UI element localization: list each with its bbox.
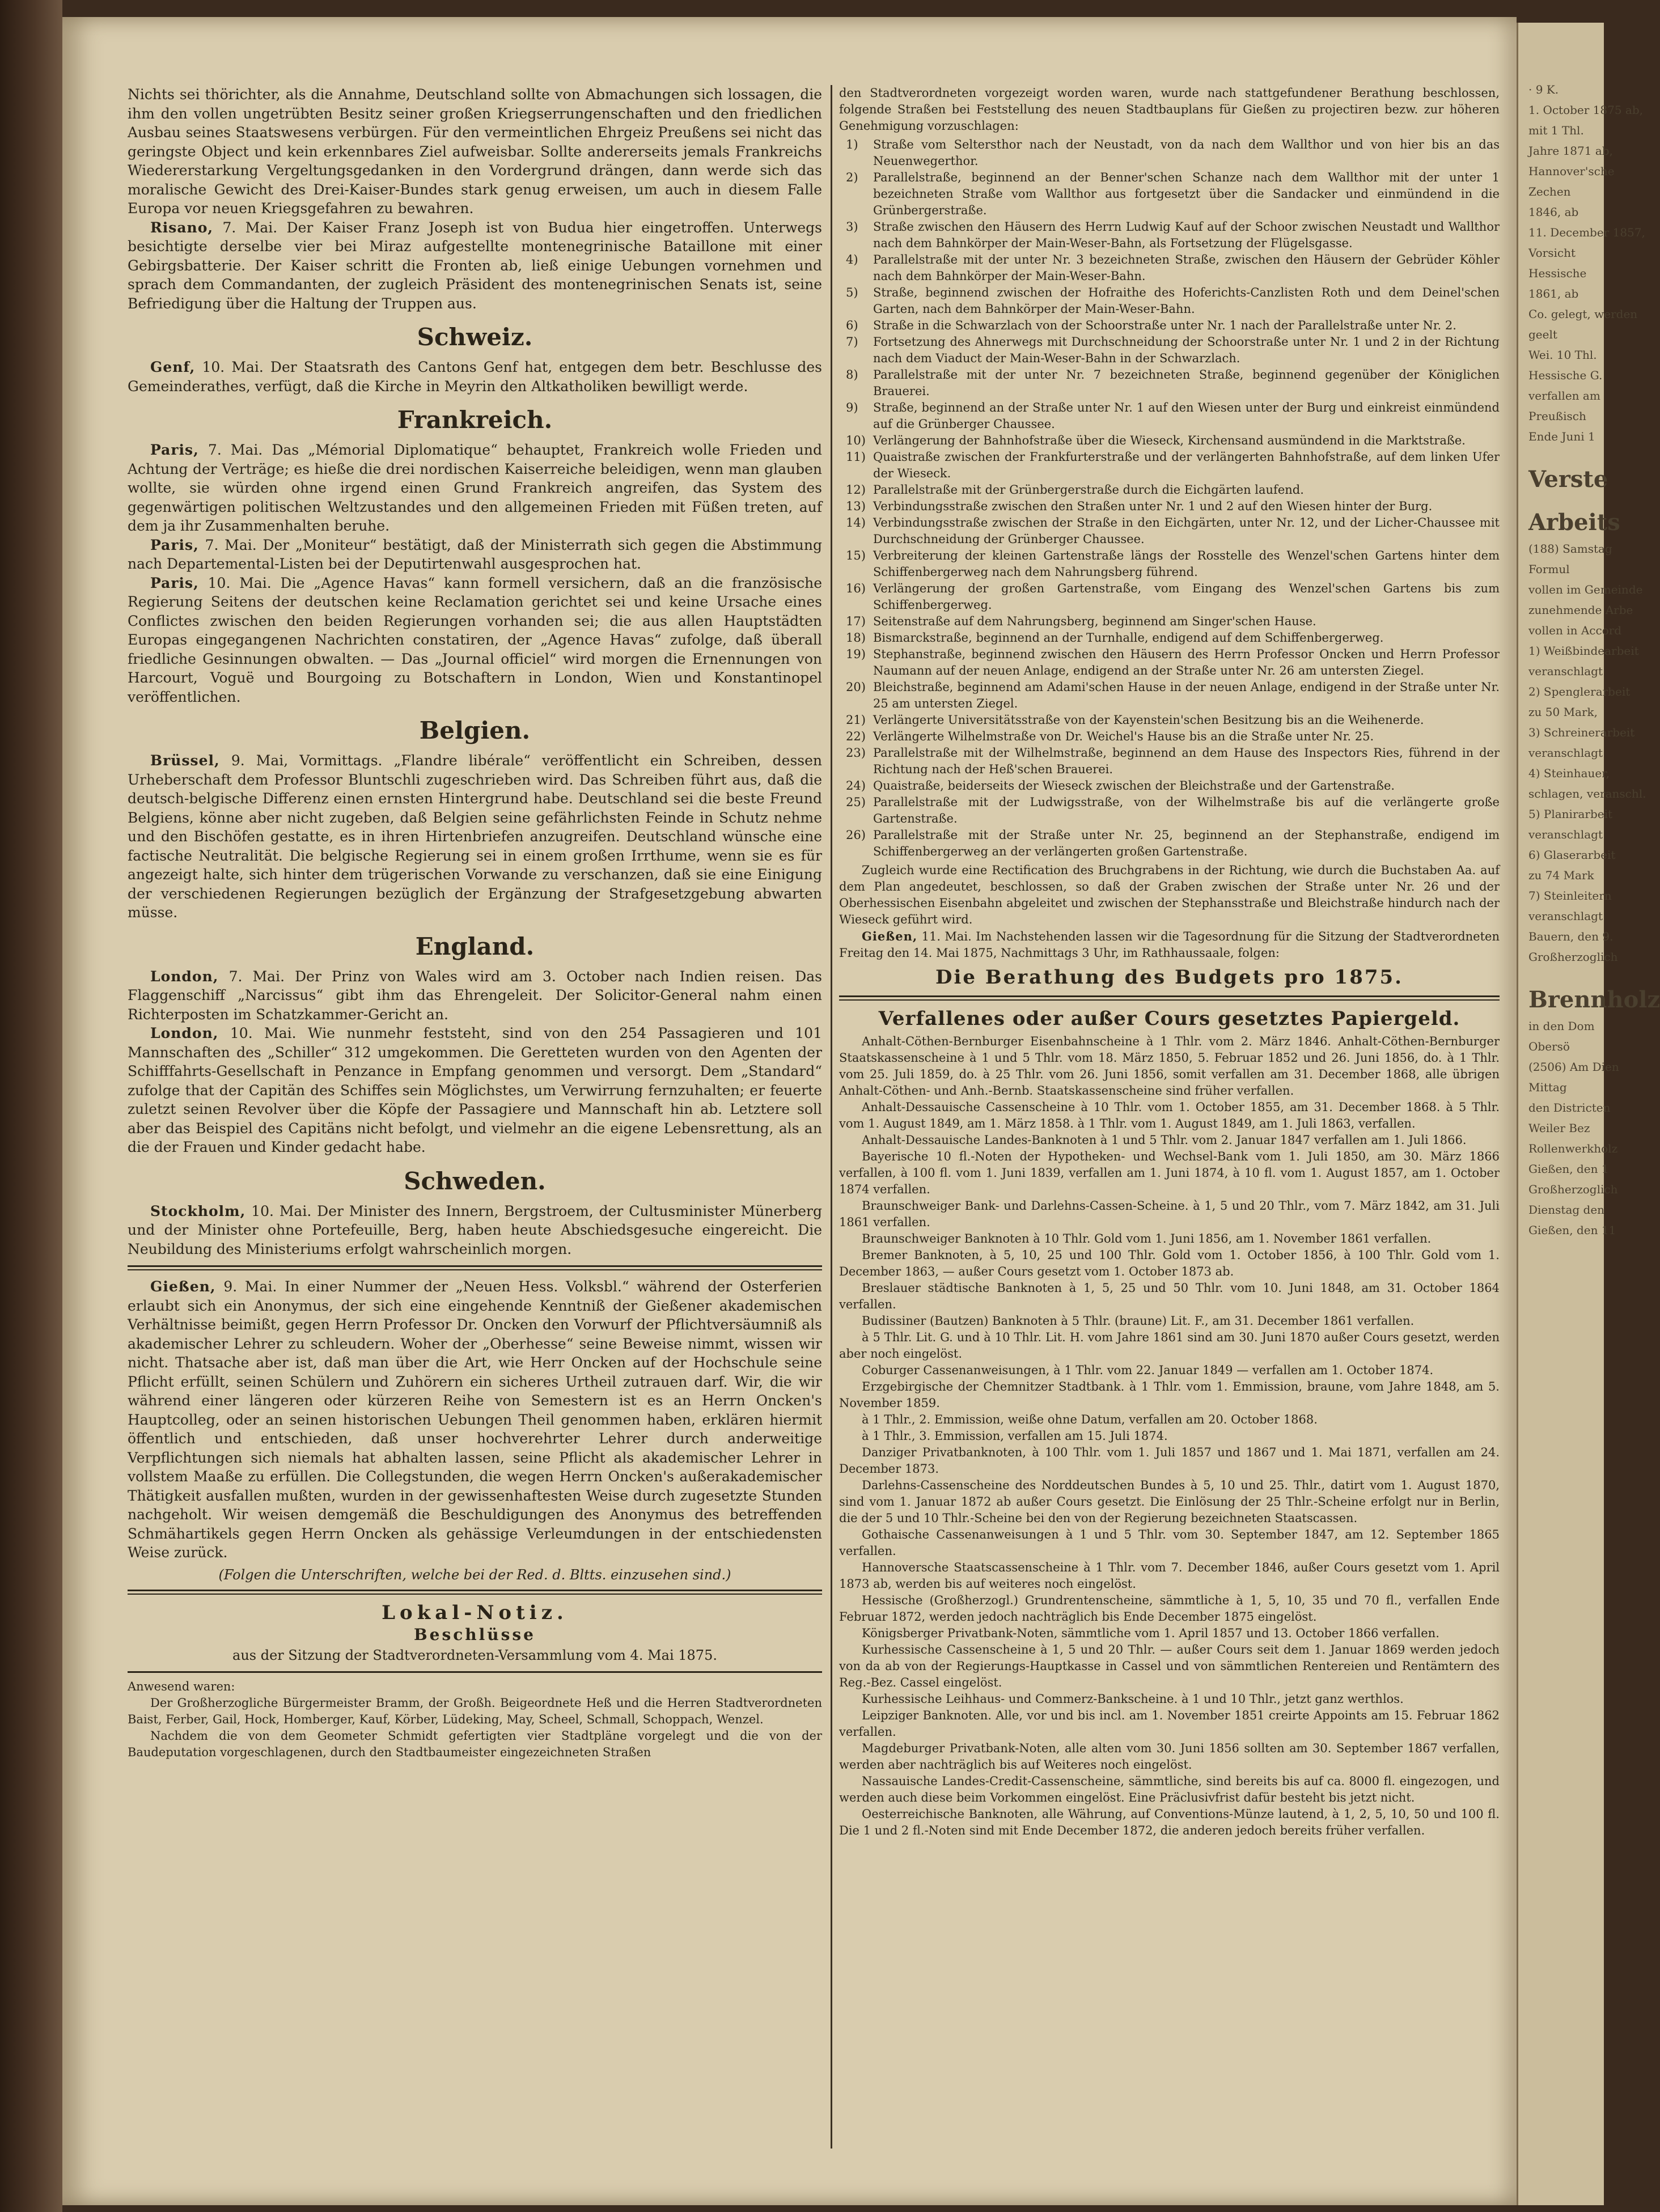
street-item — [839, 745, 1500, 778]
article-text: 10. Mai. Wie nunmehr feststeht, sind von den 254 Passagieren und 101 Mannschaften des „Schiller“ 312 umgekommen. Die Geretteten wurden von den Agenten der Schifffahrts-Gesellschaft in Penzance in Empfang genommen und versorgt. Dem „Standard“ zufolge that der Capitän des Schiffes sein Möglichstes, um Verwirrung fernzuhalten; er feuerte zuletzt seinen Revolver über die Köpfe der Passagiere und Mannschaft hin ab. Letztere soll aber das Beispiel des Capitäns nicht befolgt, und vielmehr an die eigene Lebensrettung, als an die der Frauen und Kinder gedacht habe. — [128, 1025, 822, 1155]
item-number: 19) — [846, 647, 866, 661]
item-number: 18) — [846, 631, 866, 645]
attendance-label: Anwesend waren: — [128, 1679, 235, 1693]
papergeld-title: Verfallenes oder außer Cours gesetztes Papiergeld. — [878, 1007, 1460, 1030]
item-number: 4) — [846, 253, 858, 266]
edge-fragment: 6) Glaserarbeit — [1528, 848, 1616, 862]
book-binding — [0, 0, 62, 2212]
dateline: Paris, — [150, 442, 199, 458]
section-heading: Belgien. — [419, 717, 531, 744]
street-item — [839, 433, 1500, 449]
papergeld-item: Erzgebirgische der Chemnitzer Stadtbank. à 1 Thlr. vom 1. Emmission, braune, vom Jahre 1848, am 5. November 1859. — [839, 1380, 1500, 1410]
street-item — [839, 252, 1500, 285]
article-text: 7. Mai. Das „Mémorial Diplomatique“ behauptet, Frankreich wolle Frieden und Achtung der Verträge; es hieße die drei nordischen Kaiserreiche beleidigen, wenn man glauben wollte, sie würden ohne irgend einen Grund Frankreich angreifen, das System des gegenwärtigen politischen Weltzustandes und den allgemeinen Frieden mit Füßen treten, auf dem ja ihr Zusammenhalten beruhe. — [128, 442, 823, 534]
section-heading: England. — [415, 932, 535, 960]
papergeld-item: Anhalt-Dessauische Landes-Banknoten à 1 und 5 Thlr. vom 2. Januar 1847 verfallen am 1. Juli 1866. — [862, 1133, 1467, 1147]
section-heading: Schweiz. — [417, 323, 533, 351]
article-paris — [128, 440, 822, 536]
dateline: Genf, — [150, 359, 196, 375]
item-number: 22) — [846, 730, 866, 743]
item-number: 21) — [846, 713, 866, 727]
right-column — [839, 85, 1500, 1839]
edge-heading: Verste — [1528, 466, 1608, 493]
street-item — [839, 646, 1500, 679]
item-number: 13) — [846, 499, 866, 513]
papergeld-item: Kurhessische Leihhaus- und Commerz-Bankscheine. à 1 und 10 Thlr., jetzt ganz werthlos. — [862, 1692, 1404, 1706]
resolution-intro: den Stadtverordneten vorgezeigt worden waren, wurde nach stattgefundener Berathung beschlossen, folgende Straßen bei Feststellung des neuen Stadtbauplans für Gießen zu projectiren bezw. zur höheren Genehmigung vorzuschlagen: — [839, 86, 1500, 133]
left-column — [128, 85, 822, 1761]
dateline: London, — [150, 1025, 219, 1041]
column-divider — [831, 85, 832, 2149]
item-text: Seitenstraße auf dem Nahrungsberg, beginnend am Singer'schen Hause. — [873, 615, 1316, 628]
section-rule — [128, 1265, 822, 1270]
papergeld-item: Danziger Privatbanknoten, à 100 Thlr. vom 1. Juli 1857 und 1867 und 1. Mai 1871, verfallen am 24. December 1873. — [839, 1446, 1500, 1476]
dateline: Brüssel, — [150, 752, 220, 769]
papergeld-item: à 1 Thlr., 3. Emmission, verfallen am 15. Juli 1874. — [862, 1429, 1168, 1443]
article-giessen — [128, 1277, 822, 1562]
edge-fragment: 1861, ab — [1528, 287, 1579, 300]
article-text: 10. Mai. Die „Agence Havas“ kann formell versichern, daß an die französische Regierung Seitens der deutschen keine Reclamation gerichtet sei und keine Ursache eines Conflictes zwischen den beiden Regierungen vorhanden sei; die aus allen Hauptstädten Europas eingegangenen Nachrichten constatiren, der „Agence Havas“ zufolge, daß überall friedliche Gesinnungen obwalten. — Das „Journal officiel“ wird morgen die Ernennungen von Harcourt, Voguë und Bourgoing zu Botschaftern in London, Wien und Konstantinopel veröffentlichen. — [128, 574, 823, 705]
resolution-text: Zugleich wurde eine Rectification des Bruchgrabens in der Richtung, wie durch die Buchstaben Aa. auf dem Plan angedeutet, beschlossen, so daß der Graben zwischen der Straße unter Nr. 26 und der Oberhessischen Eisenbahn abgeleitet und zwischen der Stephansstraße und Bleichstraße hindurch nach der Wieseck geführt wird. — [839, 863, 1500, 926]
article-genf — [128, 358, 822, 396]
edge-fragment: mit 1 Thl. — [1528, 124, 1584, 137]
edge-fragment: (2506) Am Dien — [1528, 1060, 1619, 1074]
edge-fragment: Rollenwerkholz — [1528, 1142, 1618, 1155]
lokal-notiz-subtitle: Beschlüsse — [414, 1625, 536, 1644]
item-number: 7) — [846, 335, 858, 349]
dateline: Paris, — [150, 574, 199, 591]
street-list — [839, 137, 1500, 860]
dateline: Paris, — [150, 536, 199, 553]
item-text: Verlängerte Universitätsstraße von der Kayenstein'schen Besitzung bis an die Weihenerde. — [873, 713, 1424, 727]
item-text: Verbindungsstraße zwischen der Straße in den Eichgärten, unter Nr. 12, und der Licher-Chaussee mit Durchschneidung der Grünberger Chaussee. — [873, 516, 1500, 546]
edge-fragment: Großherzoglich — [1528, 950, 1618, 964]
edge-fragment: Obersö — [1528, 1040, 1570, 1053]
papergeld-item: Braunschweiger Bank- und Darlehns-Cassen-Scheine. à 1, 5 und 20 Thlr., vom 7. März 1842, am 31. Juli 1861 verfallen. — [839, 1199, 1500, 1229]
edge-fragment: Mittag — [1528, 1080, 1567, 1094]
edge-fragment: Hessische — [1528, 266, 1587, 280]
item-number: 15) — [846, 549, 866, 562]
edge-fragment: zu 74 Mark — [1528, 868, 1594, 882]
edge-fragment: zu 50 Mark, — [1528, 705, 1598, 719]
lokal-notiz-line: aus der Sitzung der Stadtverordneten-Versammlung vom 4. Mai 1875. — [232, 1647, 717, 1663]
street-item — [839, 219, 1500, 252]
item-number: 11) — [846, 450, 866, 464]
article-london — [128, 967, 822, 1024]
edge-heading: Arbeits — [1528, 509, 1620, 536]
section-rule — [128, 1590, 822, 1595]
article-text: 7. Mai. Der „Moniteur“ bestätigt, daß der Ministerrath sich gegen die Abstimmung nach Departemental-Listen bei der Deputirtenwahl ausgesprochen hat. — [128, 536, 822, 572]
item-number: 17) — [846, 615, 866, 628]
article-paris — [128, 574, 822, 707]
papergeld-item: Leipziger Banknoten. Alle, vor und bis incl. am 1. November 1851 creirte Appoints am 15. Februar 1862 verfallen. — [839, 1709, 1500, 1739]
item-text: Straße zwischen den Häusern des Herrn Ludwig Kauf auf der Schoor zwischen Neustadt und Wallthor nach dem Bahnkörper der Main-Weser-Bahn, als Fortsetzung der Flügelsgasse. — [873, 220, 1500, 250]
item-number: 10) — [846, 434, 866, 447]
edge-fragment: Hannover'sche — [1528, 164, 1615, 178]
item-number: 2) — [846, 171, 858, 184]
edge-fragment: 11. December 1857, — [1528, 226, 1645, 239]
item-number: 23) — [846, 746, 866, 760]
resolution-text: Nachdem die von dem Geometer Schmidt gefertigten vier Stadtpläne vorgelegt und die von der Baudeputation vorgeschlagenen, durch den Stadtbaumeister eingezeichneten Straßen — [128, 1728, 822, 1759]
papergeld-item: Kurhessische Cassenscheine à 1, 5 und 20 Thlr. — außer Cours seit dem 1. Januar 1869 werden jedoch von da ab von der Regierungs-Hauptkasse in Cassel und von sämmtlichen Rentereien und Rentämtern des Reg.-Bez. Cassel eingelöst. — [839, 1643, 1500, 1689]
street-item — [839, 334, 1500, 367]
edge-fragment: veranschlagt — [1528, 746, 1603, 760]
papergeld-item: Budissiner (Bautzen) Banknoten à 5 Thlr. (braune) Lit. F., am 31. December 1861 verfallen. — [862, 1314, 1415, 1328]
edge-fragment: den Districten — [1528, 1101, 1611, 1115]
edge-fragment: veranschlagt — [1528, 664, 1603, 678]
item-text: Stephanstraße, beginnend zwischen den Häusern des Herrn Professor Oncken und Herrn Professor Naumann auf der neuen Anlage, endigend an der Straße unter Nr. 26 am untersten Ziegel. — [873, 647, 1500, 677]
papergeld-item: à 1 Thlr., 2. Emmission, weiße ohne Datum, verfallen am 20. October 1868. — [862, 1413, 1318, 1426]
article-paragraph: Nichts sei thörichter, als die Annahme, Deutschland sollte von Abmachungen sich lossagen, die ihm den vollen ungetrübten Besitz seiner großen Kriegserrungenschaften und den friedlichen Ausbau seines Staatswesens verbürgen. Für den vermeintlichen Ehrgeiz Preußens sei nicht das geringste Object und kein erkennbares Ziel aufweisbar. Sollte andererseits jemals Frankreichs Wiedererstarkung Vergeltungsgedanken in den Vordergrund drängen, dann werde sich das moralische Gewicht des Drei-Kaiser-Bundes stark genug erweisen, um auch in diesem Falle Europa vor neuen Kriegsgefahren zu bewahren. — [128, 86, 822, 217]
edge-fragment: Weiler Bez — [1528, 1121, 1590, 1135]
edge-fragment: Co. gelegt, werden — [1528, 307, 1638, 321]
item-text: Verlängerte Wilhelmstraße von Dr. Weichel's Hause bis an die Straße unter Nr. 25. — [873, 730, 1374, 743]
edge-fragment: 2) Spenglerarbeit — [1528, 685, 1631, 698]
edge-lines — [1528, 539, 1646, 967]
lokal-notiz-title: Lokal-Notiz. — [382, 1601, 568, 1624]
edge-fragment: veranschlagt — [1528, 828, 1603, 841]
item-number: 8) — [846, 368, 858, 382]
street-item — [839, 169, 1500, 219]
article-giessen-agenda — [839, 928, 1500, 961]
papergeld-item: Bayerische 10 fl.-Noten der Hypotheken- und Wechsel-Bank vom 1. Juli 1850, am 30. März 1866 verfallen, à 100 fl. vom 1. Juni 1839, verfallen am 1. Juni 1874, à 10 fl. vom 1. August 1857, am 1. October 1874 verfallen. — [839, 1150, 1500, 1196]
papergeld-item: Hannoversche Staatscassenscheine à 1 Thlr. vom 7. December 1846, außer Cours gesetzt vom 1. April 1873 ab, werden bis auf weiteres noch eingelöst. — [839, 1561, 1500, 1591]
street-item — [839, 580, 1500, 613]
edge-fragment: Ende Juni 1 — [1528, 430, 1595, 443]
papergeld-item: à 5 Thlr. Lit. G. und à 10 Thlr. Lit. H. vom Jahre 1861 sind am 30. Juni 1870 außer Cours gesetzt, werden aber noch eingelöst. — [839, 1330, 1500, 1361]
article-text: 7. Mai. Der Prinz von Wales wird am 3. October nach Indien reisen. Das Flaggenschiff „Narcissus“ gibt ihm das Ehrengeleit. Der Solicitor-General nahm einen Richterposten im Schatzkammer-Gericht an. — [128, 968, 822, 1023]
item-number: 14) — [846, 516, 866, 529]
edge-lines — [1528, 79, 1645, 447]
street-item — [839, 498, 1500, 515]
item-number: 12) — [846, 483, 866, 497]
street-item — [839, 482, 1500, 498]
item-number: 20) — [846, 680, 866, 694]
item-text: Parallelstraße mit der Grünbergerstraße durch die Eichgärten laufend. — [873, 483, 1304, 497]
edge-fragment: (188) Samstag — [1528, 542, 1612, 556]
item-text: Quaistraße zwischen der Frankfurterstraße und der verlängerten Bahnhofstraße, auf dem linken Ufer der Wieseck. — [873, 450, 1500, 480]
item-text: Parallelstraße mit der Ludwigsstraße, von der Wilhelmstraße bis auf die verlängerte große Gartenstraße. — [873, 795, 1500, 825]
item-text: Verbindungsstraße zwischen den Straßen unter Nr. 1 und 2 auf den Wiesen hinter der Burg. — [873, 499, 1433, 513]
edge-fragment: zunehmende Arbe — [1528, 603, 1633, 617]
street-item — [839, 548, 1500, 580]
edge-fragment: Hessische G. — [1528, 368, 1603, 382]
edge-fragment: vollen im Gemeinde — [1528, 583, 1643, 596]
papergeld-item: Coburger Cassenanweisungen, à 1 Thlr. vom 22. Januar 1849 — verfallen am 1. October 1874. — [862, 1363, 1434, 1377]
item-number: 9) — [846, 401, 858, 414]
item-text: Straße vom Seltersthor nach der Neustadt, von da nach dem Wallthor und von hier bis an das Neuenwegerthor. — [873, 138, 1500, 168]
papergeld-item: Königsberger Privatbank-Noten, sämmtliche vom 1. April 1857 und 13. October 1866 verfallen. — [862, 1626, 1439, 1640]
item-text: Bleichstraße, beginnend am Adami'schen Hause in der neuen Anlage, endigend in der Straße unter Nr. 25 am untersten Ziegel. — [873, 680, 1500, 710]
papergeld-list — [839, 1033, 1500, 1839]
section-heading: Frankreich. — [397, 406, 553, 434]
dateline: Stockholm, — [150, 1202, 246, 1219]
item-text: Bismarckstraße, beginnend an der Turnhalle, endigend auf dem Schiffenbergerweg. — [873, 631, 1384, 645]
papergeld-item: Braunschweiger Banknoten à 10 Thlr. Gold vom 1. Juni 1856, am 1. November 1861 verfallen. — [862, 1232, 1432, 1245]
item-number: 6) — [846, 319, 858, 332]
edge-fragment: Vorsicht — [1528, 246, 1576, 260]
street-item — [839, 778, 1500, 794]
papergeld-item: Bremer Banknoten, à 5, 10, 25 und 100 Thlr. Gold vom 1. October 1856, à 100 Thlr. Gold vom 1. December 1863, — außer Cours gesetzt vom 1. October 1873 ab. — [839, 1248, 1500, 1278]
item-text: Straße in die Schwarzlach von der Schoorstraße unter Nr. 1 nach der Parallelstraße unter Nr. 2. — [873, 319, 1456, 332]
edge-fragment: verfallen am — [1528, 389, 1600, 402]
edge-heading: Brennholz — [1528, 986, 1660, 1013]
signature-note: (Folgen die Unterschriften, welche bei der Red. d. Bltts. einzusehen sind.) — [218, 1566, 731, 1583]
dateline: Gießen, — [150, 1278, 216, 1295]
street-item — [839, 367, 1500, 400]
edge-fragment: 7) Steinleitern — [1528, 889, 1612, 902]
dateline: London, — [150, 968, 219, 985]
edge-fragment: Dienstag den — [1528, 1203, 1605, 1217]
street-item — [839, 137, 1500, 169]
attendance-text: Der Großherzogliche Bürgermeister Bramm, der Großh. Beigeordnete Heß und die Herren Stadtverordneten Baist, Ferber, Gail, Hock, Homberger, Kauf, Körber, Lüdeking, May, Scheel, Schmall, Schoppach, Wenzel. — [128, 1696, 822, 1726]
papergeld-item: Hessische (Großherzogl.) Grundrentenscheine, sämmtliche à 1, 5, 10, 35 und 70 fl., verfallen Ende Februar 1872, werden jedoch nachträglich bis Ende December 1875 eingelöst. — [839, 1594, 1500, 1624]
edge-fragment: vollen in Accord — [1528, 624, 1622, 637]
street-item — [839, 400, 1500, 433]
divider — [128, 1671, 822, 1673]
street-item — [839, 728, 1500, 745]
item-number: 1) — [846, 138, 858, 151]
papergeld-item: Darlehns-Cassenscheine des Norddeutschen Bundes à 5, 10 und 25. Thlr., datirt vom 1. August 1870, sind vom 1. Januar 1872 ab außer Cours gesetzt. Die Einlösung der 25 Thlr.-Scheine erfolgt nur in Berlin, die der 5 und 10 Thlr.-Scheine bei den von der Regierung bezeichneten Staatscassen. — [839, 1478, 1500, 1525]
edge-fragment: Großherzoglich — [1528, 1183, 1618, 1196]
item-text: Verbreiterung der kleinen Gartenstraße längs der Rosstelle des Wenzel'schen Gartens hinter dem Schiffenbergerweg nach dem Nahrungsberg führend. — [873, 549, 1500, 579]
article-risano — [128, 218, 822, 313]
papergeld-item: Gothaische Cassenanweisungen à 1 und 5 Thlr. vom 30. September 1847, am 12. September 1865 verfallen. — [839, 1528, 1500, 1558]
edge-fragments — [1518, 23, 1660, 1240]
edge-fragment: Bauern, den 9. — [1528, 930, 1614, 943]
item-text: Straße, beginnend an der Straße unter Nr. 1 auf den Wiesen unter der Burg und einkreist einmündend auf die Grünberger Chaussee. — [873, 401, 1500, 431]
edge-fragment: in den Dom — [1528, 1019, 1595, 1033]
item-text: Quaistraße, beiderseits der Wieseck zwischen der Bleichstraße und der Gartenstraße. — [873, 779, 1395, 793]
street-item — [839, 317, 1500, 334]
papergeld-item: Anhalt-Cöthen-Bernburger Eisenbahnscheine à 1 Thlr. vom 2. März 1846. Anhalt-Cöthen-Bernburger Staatskassenscheine à 1 und 5 Thlr. vom 18. März 1850, 5. Februar 1852 und 26. Juni 1856, do. à 1 Thlr. vom 25. Juli 1859, do. à 25 Thlr. vom 26. Juni 1856, somit verfallen am 31. December 1868, alle übrigen Anhalt-Cöthen- und Anh.-Bernb. Staatskassenscheine sind früher verfallen. — [839, 1035, 1500, 1097]
edge-fragment: Gießen, den 11 — [1528, 1223, 1616, 1237]
item-text: Parallelstraße mit der Straße unter Nr. 25, beginnend an der Stephanstraße, endigend im Schiffenbergerweg an der verlängerten großen Gartenstraße. — [873, 828, 1500, 858]
item-text: Parallelstraße, beginnend an der Benner'schen Schanze nach dem Wallthor mit der unter 1 bezeichneten Straße vom Wallthor aus fortgesetzt über die Sandacker und einmündend in die Grünbergerstraße. — [873, 171, 1500, 217]
item-number: 26) — [846, 828, 866, 842]
article-text: 9. Mai. In einer Nummer der „Neuen Hess. Volksbl.“ während der Osterferien erlaubt sich ein Anonymus, der sich eine eingehende Kenntniß der Gießener akademischen Verhältnisse beimißt, gegen Herrn Professor Dr. Oncken den Vorwurf der Pflichtversäumniß als akademischer Lehrer zu schleudern. Woher der „Oberhesse“ seine Beweise nimmt, wissen wir nicht. Thatsache aber ist, daß man über die Art, wie Herr Oncken auf der Hochschule seine Pflicht erfüllt, seinen Schülern und Zuhörern ein sicheres Urtheil zutrauen darf. Wir, die wir während einer längeren oder kürzeren Reihe von Semestern ist es an Herrn Oncken's Hauptcolleg, oder an seinen historischen Uebungen Theil genommen haben, erklären hiermit öffentlich und entschieden, daß unser hochverehrter Lehrer durch anderweitige Verpflichtungen sich niemals hat abhalten lassen, seine Pflicht als akademischer Lehrer in vollstem Maaße zu erfüllen. Die Collegstunden, die wegen Herrn Oncken's außerakademischer Thätigkeit ausfallen mußten, wurden in der gewissenhaftesten Weise durch zugesetzte Stunden nachgeholt. Wir weisen demgemäß die Beschuldigungen des Anonymus des betreffenden Schmähartikels gegen Herrn Oncken als gehässige Verleumdungen in der entschiedensten Weise zurück. — [128, 1278, 822, 1561]
edge-fragment: veranschlagt — [1528, 909, 1603, 923]
item-text: Fortsetzung des Ahnerwegs mit Durchschneidung der Schoorstraße unter Nr. 1 und 2 in der Richtung nach dem Viaduct der Main-Weser-Bahn in der Schwarzlach. — [873, 335, 1500, 365]
papergeld-item: Magdeburger Privatbank-Noten, alle alten vom 30. Juni 1856 sollten am 30. September 1867 verfallen, werden aber nachträglich bis auf Weiteres noch eingelöst. — [839, 1741, 1500, 1772]
street-item — [839, 679, 1500, 712]
article-bruessel — [128, 751, 822, 922]
article-text: 7. Mai. Der Kaiser Franz Joseph ist von Budua hier eingetroffen. Unterwegs besichtigte derselbe vier bei Miraz aufgestellte montenegrinische Bataillone mit einer Gebirgsbatterie. Der Kaiser schritt die Fronten ab, ließ einige Uebungen vornehmen und sprach dem Commandanten, der zugleich Präsident des montenegrinischen Senats ist, seine Befriedigung über die Haltung der Truppen aus. — [128, 219, 823, 312]
edge-fragment: 3) Schreinerarbeit — [1528, 726, 1635, 739]
item-number: 16) — [846, 582, 866, 595]
street-item — [839, 712, 1500, 728]
edge-fragment: Formul — [1528, 562, 1570, 576]
dateline: Gießen, — [862, 929, 918, 943]
dateline: Risano, — [150, 219, 214, 236]
item-text: Parallelstraße mit der Wilhelmstraße, beginnend an dem Hause des Inspectors Ries, führend in der Richtung nach der Heß'schen Brauerei. — [873, 746, 1500, 776]
item-number: 25) — [846, 795, 866, 809]
edge-fragment: Gießen, den 1 — [1528, 1162, 1609, 1176]
article-text: 11. Mai. Im Nachstehenden lassen wir die Tagesordnung für die Sitzung der Stadtverordneten Freitag den 14. Mai 1875, Nachmittags 3 Uhr, im Rathhaussaale, folgen: — [839, 930, 1500, 960]
article-text: 10. Mai. Der Minister des Innern, Bergstroem, der Cultusminister Münerberg und der Minister ohne Portefeuille, Berg, haben heute Abschiedsgesuche eingereicht. Die Neubildung des Ministeriums erfolgt wahrscheinlich morgen. — [128, 1202, 822, 1257]
article-text: 9. Mai, Vormittags. „Flandre libérale“ veröffentlicht ein Schreiben, dessen Urheberschaft dem Professor Bluntschli zugeschrieben wird. Das Schreiben führt aus, daß die deutsch-belgische Differenz einen ernsten Hintergrund habe. Deutschland sei die beste Freund Belgiens, könne aber nicht zugeben, daß Belgien seine gefährlichsten Feinde in Schutz nehme und den Bischöfen gestatte, es in ihren Hirtenbriefen anzugreifen. Deutschland wünsche eine factische Neutralität. Die belgische Regierung sei in einem großen Irrthume, wenn sie es für angezeigt halte, sich hinter dem trügerischen Vorwande zu verschanzen, daß sie eine Einigung der verschiedenen Regierungen bezüglich der Ergänzung der Strafgesetzgebung abwarten müsse. — [128, 752, 823, 921]
item-text: Parallelstraße mit der unter Nr. 3 bezeichneten Straße, zwischen den Häusern der Gebrüder Köhler nach dem Bahnkörper der Main-Weser-Bahn. — [873, 253, 1500, 283]
edge-fragment: Zechen — [1528, 185, 1571, 198]
article-paris — [128, 536, 822, 574]
papergeld-item: Breslauer städtische Banknoten à 1, 5, 25 und 50 Thlr. vom 10. Juni 1848, am 31. October 1864 verfallen. — [839, 1281, 1500, 1311]
edge-fragment: 1846, ab — [1528, 205, 1579, 219]
edge-fragment: 1. October 1875 ab, — [1528, 103, 1644, 117]
item-number: 3) — [846, 220, 858, 234]
article-text: 10. Mai. Der Staatsrath des Cantons Genf hat, entgegen dem betr. Beschlusse des Gemeinderathes, verfügt, daß die Kirche in Meyrin den Altkatholiken bewilligt werde. — [128, 359, 823, 395]
section-rule — [839, 995, 1500, 1001]
edge-fragment: · 9 K. — [1528, 83, 1559, 96]
item-text: Verlängerung der großen Gartenstraße, vom Eingang des Wenzel'schen Gartens bis zum Schiffenbergerweg. — [873, 582, 1500, 612]
street-item — [839, 827, 1500, 860]
edge-fragment: 5) Planirarbeit — [1528, 807, 1613, 821]
papergeld-item: Anhalt-Dessauische Cassenscheine à 10 Thlr. vom 1. October 1855, am 31. December 1868. à 5 Thlr. vom 1. August 1849, am 1. März 1858. à 1 Thlr. vom 1. August 1849, am 1. Juli 1863, verfallen. — [839, 1100, 1500, 1130]
edge-fragment: geelt — [1528, 328, 1557, 341]
street-item — [839, 630, 1500, 646]
adjacent-page-edge — [1517, 23, 1660, 2205]
papergeld-item: Nassauische Landes-Credit-Cassenscheine, sämmtliche, sind bereits bis auf ca. 8000 fl. eingezogen, und werden auch diese beim Vorkommen eingelöst. Eine Präclusivfrist dafür besteht bis jetzt nicht. — [839, 1774, 1500, 1804]
edge-lines — [1528, 1016, 1619, 1240]
street-item — [839, 449, 1500, 482]
item-text: Parallelstraße mit der unter Nr. 7 bezeichneten Straße, beginnend gegenüber der Königlichen Brauerei. — [873, 368, 1500, 398]
street-item — [839, 613, 1500, 630]
item-text: Verlängerung der Bahnhofstraße über die Wieseck, Kirchensand ausmündend in die Marktstraße. — [873, 434, 1466, 447]
section-heading: Schweden. — [404, 1167, 546, 1195]
edge-fragment: Jahre 1871 ab, — [1528, 144, 1613, 158]
papergeld-item: Oesterreichische Banknoten, alle Währung, auf Conventions-Münze lautend, à 1, 2, 5, 10, 50 und 100 fl. Die 1 und 2 fl.-Noten sind mit Ende December 1872, die anderen jedoch bereits früher verfallen. — [839, 1807, 1500, 1837]
edge-fragment: 4) Steinhauer, — [1528, 766, 1610, 780]
street-item — [839, 515, 1500, 548]
item-text: Straße, beginnend zwischen der Hofraithe des Hoferichts-Canzlisten Roth und dem Deinel'schen Garten, nach dem Bahnkörper der Main-Weser-Bahn. — [873, 286, 1500, 316]
agenda-item: Die Berathung des Budgets pro 1875. — [935, 966, 1404, 989]
street-item — [839, 794, 1500, 827]
edge-fragment: 1) Weißbindearbeit — [1528, 644, 1639, 658]
item-number: 24) — [846, 779, 866, 793]
edge-fragment: Wei. 10 Thl. — [1528, 348, 1597, 362]
street-item — [839, 285, 1500, 317]
article-london — [128, 1024, 822, 1157]
item-number: 5) — [846, 286, 858, 299]
edge-fragment: Preußisch — [1528, 409, 1586, 423]
edge-fragment: schlagen, veranschl. — [1528, 787, 1646, 800]
article-stockholm — [128, 1202, 822, 1259]
